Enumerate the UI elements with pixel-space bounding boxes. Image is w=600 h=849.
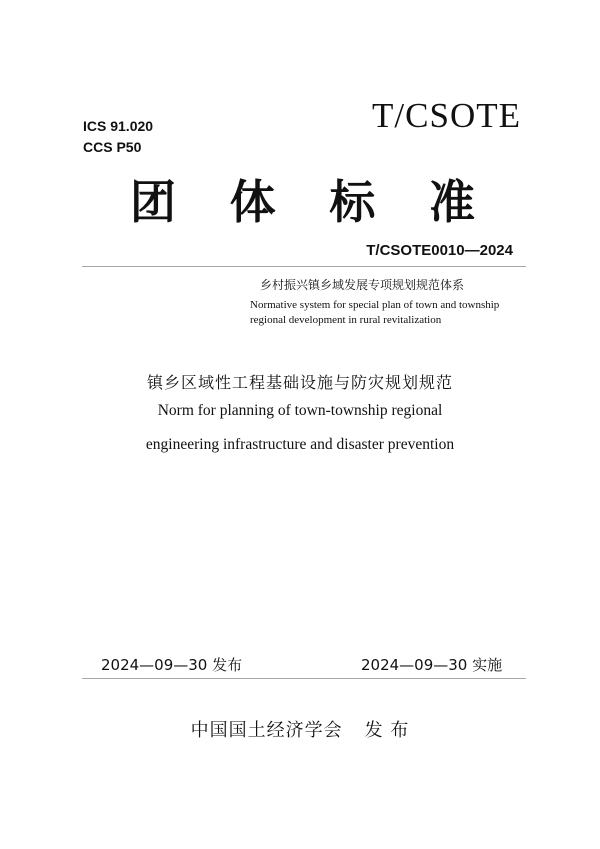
publisher-name: 中国国土经济学会 — [190, 720, 343, 741]
title-char-1: 团 — [130, 175, 176, 229]
document-title-en-line1: Norm for planning of town-township regional — [157, 402, 443, 419]
title-char-4: 准 — [428, 175, 475, 229]
issue-date: 2024—09—30 发布 — [101, 656, 243, 674]
document-title-cn: 镇乡区域性工程基础设施与防灾规划规范 — [146, 373, 453, 392]
top-divider — [82, 266, 526, 267]
document-type-title — [130, 174, 475, 230]
standard-brand: T/CSOTE — [372, 96, 521, 135]
publish-action: 发 布 — [364, 720, 410, 741]
title-char-2: 体 — [229, 175, 276, 229]
ccs-code: CCS P50 — [83, 139, 142, 155]
ics-code: ICS 91.020 — [83, 118, 154, 134]
series-title-cn: 乡村振兴镇乡域发展专项规划规范体系 — [260, 278, 465, 292]
implementation-date: 2024—09—30 实施 — [361, 656, 503, 674]
series-title-en: Normative system for special plan of town and township regional development in rural revitalization — [250, 299, 500, 326]
title-char-3: 标 — [329, 175, 376, 229]
publisher-line — [0, 716, 600, 742]
standard-number: T/CSOTE0010—2024 — [366, 242, 513, 259]
document-title-en-line2: engineering infrastructure and disaster prevention — [145, 436, 455, 453]
bottom-divider — [82, 678, 526, 679]
